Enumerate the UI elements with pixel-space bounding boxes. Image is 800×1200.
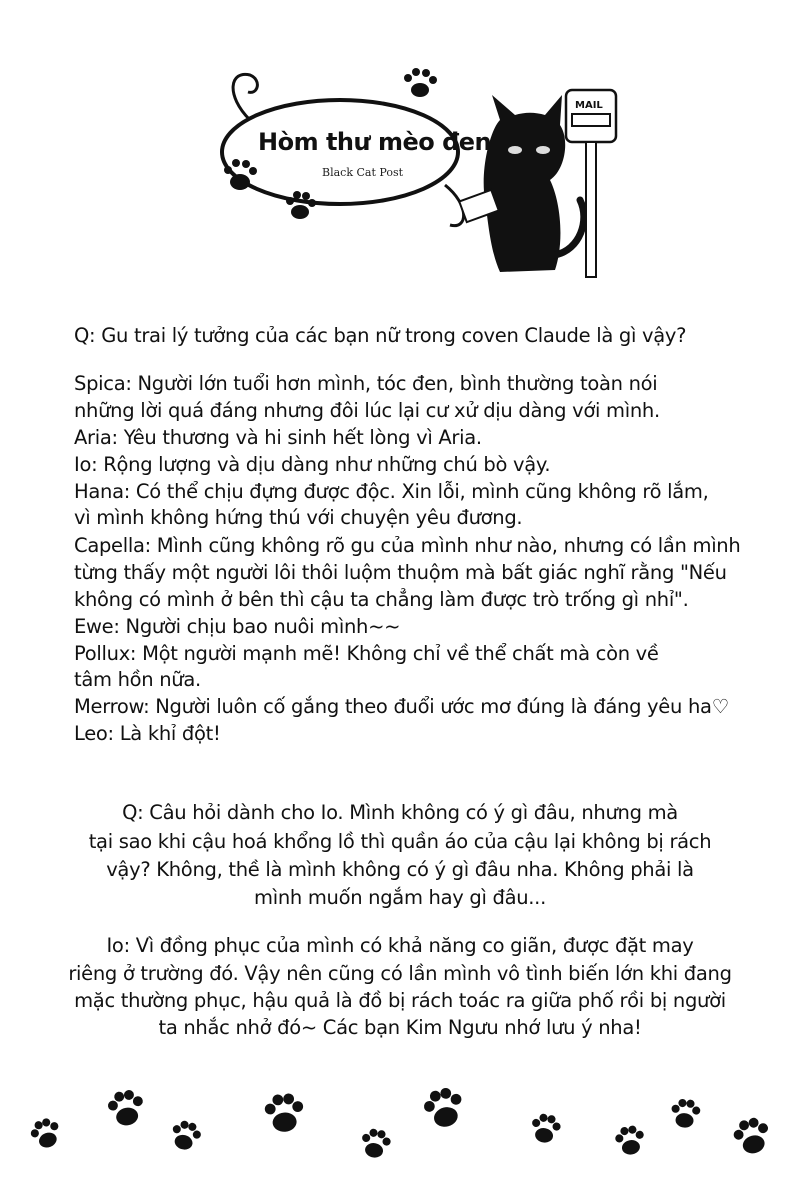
answer-2-line: mặc thường phục, hậu quả là đồ bị rách toác ra giữa phố rồi bị người [74, 989, 726, 1012]
paw-icon [28, 1115, 65, 1151]
curl-ornament [233, 74, 257, 120]
question-2-line: mình muốn ngắm hay gì đâu... [254, 886, 546, 909]
header-title: Hòm thư mèo đen [258, 128, 492, 156]
answer-2-line: ta nhắc nhở đó~ Các bạn Kim Ngưu nhớ lưu ý nha! [158, 1016, 642, 1039]
answer-2-line: Io: Vì đồng phục của mình có khả năng co giãn, được đặt may [106, 934, 694, 957]
answer-line: Io: Rộng lượng và dịu dàng như những chú bò vậy. [74, 453, 551, 476]
paw-icon [359, 1127, 392, 1160]
answer-line: Pollux: Một người mạnh mẽ! Không chỉ về thể chất mà còn về [74, 642, 659, 665]
header-subtitle: Black Cat Post [322, 166, 404, 179]
question-1: Q: Gu trai lý tưởng của các bạn nữ trong coven Claude là gì vậy? [74, 324, 687, 347]
paw-icon [421, 1085, 468, 1131]
answer-line: Hana: Có thể chịu đựng được độc. Xin lỗi, mình cũng không rõ lắm, [74, 480, 709, 503]
answer-line: Spica: Người lớn tuổi hơn mình, tóc đen, bình thường toàn nói [74, 372, 658, 395]
paw-print-border [0, 1080, 800, 1200]
answer-line: Ewe: Người chịu bao nuôi mình~~ [74, 615, 401, 638]
paw-icon [670, 1098, 701, 1129]
paw-icon [614, 1124, 647, 1157]
answer-line: vì mình không hứng thú với chuyện yêu đương. [74, 506, 523, 529]
answer-line: Merrow: Người luôn cố gắng theo đuổi ước mơ đúng là đáng yêu ha♡ [74, 695, 729, 718]
question-2-line: vậy? Không, thề là mình không có ý gì đâu nha. Không phải là [106, 858, 694, 881]
paw-icon [731, 1115, 774, 1158]
paw-icon [168, 1118, 203, 1153]
paw-icon [264, 1092, 306, 1133]
answer-line: Aria: Yêu thương và hi sinh hết lòng vì Aria. [74, 426, 482, 449]
question-2-line: tại sao khi cậu hoá khổng lồ thì quần áo của cậu lại không bị rách [88, 830, 712, 853]
question-2-line: Q: Câu hỏi dành cho Io. Mình không có ý gì đâu, nhưng mà [122, 801, 678, 824]
paw-icon [529, 1112, 562, 1145]
answer-line: từng thấy một người lôi thôi luộm thuộm mà bất giác nghĩ rằng "Nếu [74, 561, 727, 584]
paw-icon [106, 1088, 147, 1128]
answer-2-line: riêng ở trường đó. Vậy nên cũng có lần mình vô tình biến lớn khi đang [68, 962, 732, 985]
answer-line: tâm hồn nữa. [74, 668, 201, 691]
answer-line: Capella: Mình cũng không rõ gu của mình như nào, nhưng có lần mình [74, 534, 741, 557]
answer-line: không có mình ở bên thì cậu ta chẳng làm được trò trống gì nhỉ". [74, 588, 689, 611]
answer-line: những lời quá đáng nhưng đôi lúc lại cư xử dịu dàng với mình. [74, 399, 660, 422]
mailbox-label: MAIL [575, 100, 603, 111]
answer-line: Leo: Là khỉ đột! [74, 722, 221, 745]
